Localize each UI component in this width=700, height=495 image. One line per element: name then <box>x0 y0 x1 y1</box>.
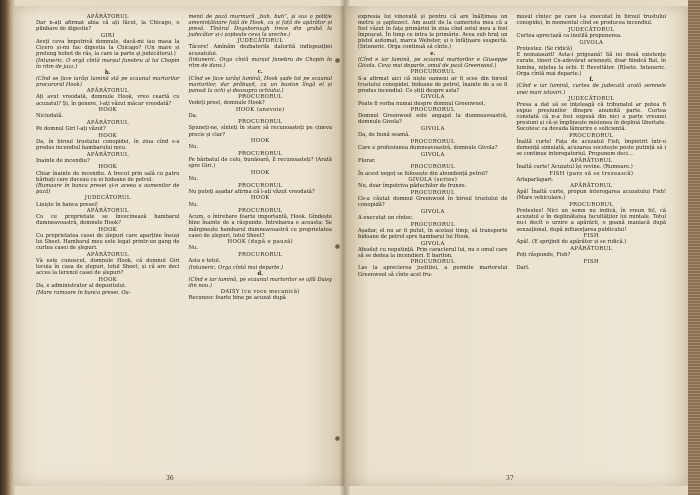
speaker-name: APĂRĂTORUL <box>570 183 613 190</box>
stage-direction: (Intuneric. Orga cîntă mai departe.) <box>188 264 284 271</box>
dialogue-line: Da, e administrator al depozitului. <box>36 283 127 290</box>
right-page-column-1 <box>358 14 508 278</box>
speaker-name: PROCURORUL <box>238 119 283 126</box>
stage-direction: (Mare rumoare în banca presei. Oa- <box>36 289 131 296</box>
speaker-name: FISH (pare să se trezească) <box>549 170 634 177</box>
dialogue-line: Protestez! Nici un semn nu indică, în vreun fel, că acuzatul e în deplinătatea facultăților lui mintale. Totul nu-i decît o urzire a apărării, o goană maniacă după senzațional, după influențarea publicului! <box>516 208 666 233</box>
dialogue-line: Care e profesiunea dumneavoastră, domnule Givola? <box>358 144 498 151</box>
dialogue-line: Asta e totul. <box>188 258 221 265</box>
dialogue-line: A executat un cîntec. <box>358 214 414 221</box>
dialogue-line: Presa a dat să se înțeleagă că tribunalul ar putea fi expus presiunilor dinspre anumită parte. Curtea constată că n-a fost expusă din nici o parte vreunei presiuni și că-și împlinește misiunea în deplină libertate. Socotesc ca dovada lămurire e suficientă. <box>516 101 666 133</box>
speaker-name: JUDECĂTORUL <box>84 195 131 202</box>
speaker-name: HOOK <box>98 132 118 139</box>
speaker-name: PROCURORUL <box>569 202 614 209</box>
dialogue-line: Da, de bună seamă. <box>358 132 410 139</box>
dialogue-line: Apă!. (E sprijinit de apărător și se ridică.) <box>516 239 627 246</box>
speaker-name: APĂRĂTORUL <box>86 252 129 259</box>
dialogue-line: Liniște în banca presei! <box>36 201 98 208</box>
speaker-name: JUDECĂTORUL <box>568 26 615 33</box>
book-page-edges <box>688 0 700 495</box>
speaker-name: JUDECĂTORUL <box>568 95 615 102</box>
dialogue-line: Spuneți-ne, sînteți în stare să recunoașteți pe cineva precis și clar? <box>188 125 332 138</box>
dialogue-line: Nu. <box>188 144 199 151</box>
right-page-column-2 <box>517 14 667 278</box>
dialogue-line: Vedeți prost, domnule Hook? <box>188 99 265 106</box>
stage-direction: (Cînd se face iarăși lumină, Hook șade tot pe scaunul martorilor, dar prăbușit, cu un baston lîngă el și pansat la ochi și deasupra ochiului.) <box>188 75 332 94</box>
speaker-name: PROCURORUL <box>238 151 283 158</box>
dialogue-line: Aveți ceva împotrivă domnule, dacă-mi iau masa la Cicero și-mi fac digestia la Chicago? (Un mare și prelung hohot de râs, la care ia parte și judecătorul.) <box>36 38 180 58</box>
dialogue-line: Tăcere! Amînăm dezbaterile datorită indispoziției acuzatului. <box>188 44 332 57</box>
speaker-name: HOOK (anevoie) <box>235 106 285 113</box>
speaker-name: HOOK <box>98 277 118 284</box>
dialogue-line: Ce-a căutat domnul Greenwool în biroul trustului de conopidă? <box>358 196 508 209</box>
left-page <box>14 6 344 486</box>
dialogue-line: E nemaiauzit! Asta-i prigoană! Să iei două existențe curate, tineri Cu-adevărat arienești, doar fiindcă Bat, în lumina, nițeluș la ochi. E Revoltător. (Rîsete. Intuneric. Orga cîntă mai departe.) <box>516 52 666 77</box>
speaker-name: GIVOLA <box>420 126 445 133</box>
dialogue-line: Recunosc foarte bine pe acuzat după <box>188 295 286 302</box>
dialogue-line: expresia lui vinovată și pentru că are înălțimea un metru și șaptezeci. Am auzit de la camerista mea că a fost văzut în fața primăriei în ziua cînd sotul meu a fost împușcat. În timp ce intra la primărie. Avea sub braț un pistol automat, marca Webster, și o înfățișare suspectă. (Intuneric. Orga continuă să cînte.) <box>358 14 508 51</box>
speaker-name: PROCURORUL <box>238 93 283 100</box>
dialogue-line: Protestez. (Se ridică) <box>516 45 573 52</box>
speaker-name: PROCURORUL <box>238 252 283 259</box>
speaker-name: HOOK <box>250 195 270 202</box>
dialogue-line: Domnul Greenwool este angajat la dumneavoastră, domnule Givola? <box>358 113 508 126</box>
dialogue-line: Poate fi vorba numai despre domnul Greenwool. <box>358 100 486 107</box>
dialogue-line: Niciodată. <box>36 113 64 120</box>
speaker-name: GIVOLA <box>420 151 445 158</box>
speaker-name: APĂRĂTORUL <box>86 119 129 126</box>
dialogue-line: Nu. <box>188 176 199 182</box>
left-page-column-1 <box>36 14 180 302</box>
speaker-name: PROCURORUL <box>238 182 283 189</box>
dialogue-line: Acum, o întrebare foarte importantă, Hook. Gîndește bine înainte de a răspunde. Întrebarea e aceasta: Se mărginește hambarul dumneavoastră cu proprietatea casei de șlepuri, lotul Sheet? <box>188 214 332 239</box>
speaker-name: GIVOLA <box>420 208 445 215</box>
page-number: 36 <box>166 475 174 482</box>
dialogue-line: Chiar înainte de incendiu. A trecut prin sală cu patru bărbați care duceau cu ei bidoane de petrol. <box>36 170 180 183</box>
dialogue-line: În acest negoț se folosește din abundență petrol? <box>358 170 488 177</box>
speaker-name: HOOK (după o pauză) <box>227 239 294 246</box>
stage-direction: (Cînd e iar lumină, curtea de judecată arată semnele unei mari istoviri.) <box>516 83 666 96</box>
dialogue-line: Așadar, el nu ar fi putut, în același timp, să transporte bidoane de petrol spre hambarul lui Hook. <box>358 227 508 240</box>
speaker-name: GIVOLA <box>420 94 445 101</box>
stage-direction: (Cînd se face iarăși lumină stă pe scaunul martorilor procurorul Hook) <box>36 76 180 89</box>
speaker-name: HOOK <box>250 138 270 145</box>
speaker-name: PROCURORUL <box>238 208 283 215</box>
speaker-name: GIVOLA <box>579 39 604 46</box>
speaker-name: APĂRĂTORUL <box>570 157 613 164</box>
scene-letter: c. <box>257 69 263 76</box>
scene-letter: b. <box>105 70 111 77</box>
speaker-name: PROCURORUL <box>410 138 455 145</box>
speaker-name: HOOK <box>98 227 118 234</box>
speaker-name: FISH <box>583 233 599 240</box>
dialogue-line: Ați avut vreodată, domnule Hook, vreo ceartă cu acuzatul? Și, în genere, l-ați văzut măcar vreodată? <box>36 94 180 107</box>
scene-letter: f. <box>589 77 594 84</box>
dialogue-line: Apă! Înaltă curte, propun interogarea acuzatului Fish! (Mare vehiculare.) <box>516 189 666 202</box>
stage-direction: (Rumoare în banca presei și-n aceea a oamenilor de pază) <box>36 183 180 196</box>
right-page <box>346 6 688 486</box>
speaker-name: APĂRĂTORUL <box>86 208 129 215</box>
speaker-name: APĂRĂTORUL <box>86 88 129 95</box>
dialogue-line: Curtea apreciază ca inutilă propunerea. <box>516 32 622 39</box>
dialogue-line: Absolut cu neputință. Prin caracterul lui, nu e omul care să se dedea la incendieri. E bariton. <box>358 246 508 259</box>
speaker-name: GIVOLA (serios) <box>408 177 458 184</box>
dialogue-line: Înaltă curte! Acuzatul își revine. (Rumoare.) <box>516 163 633 170</box>
dialogue-line: mosul cîntec pe care l-a executat în biroul trustului conopidei, în momentul cînd se producea incendiul. <box>516 14 666 27</box>
dialogue-line: Darl. <box>516 264 530 271</box>
speaker-name: PROCURORUL <box>569 132 614 139</box>
speaker-name: PROCURORUL <box>410 107 455 114</box>
dialogue-line: Las la aprecierea justiției, a permite martorului Greenwool să cînte acel fru- <box>358 265 508 278</box>
stage-direction: (Cînd e iar lumină, pe scaunul martorilor e Giuseppe Givola. Ceva mai departe, omul de pază Greenwool.) <box>358 57 508 70</box>
dialogue-line: Nu. <box>188 201 199 208</box>
dialogue-line: Nu, doar împotriva păduchilor de frunze. <box>358 183 467 190</box>
dialogue-line: Da. <box>188 112 198 119</box>
dialogue-line: Pe bărbatul de colo, bunăoară, îl recunoașteți? (Arată spre Giri.) <box>188 157 332 170</box>
speaker-name: APĂRĂTORUL <box>86 14 129 20</box>
speaker-name: PROCURORUL <box>410 164 455 171</box>
speaker-name: APĂRĂTORUL <box>570 246 613 252</box>
dialogue-line: Vă este cunoscut, domnule Hook, că domnul Giri locuia în casa de șlepuri, lotul Sheet, și că are deci acces la terenul casei de șlepuri? <box>36 258 180 277</box>
speaker-name: HOOK <box>98 107 118 114</box>
dialogue-line: Înaltă curte! Fața de acuzatul Fish, împietrit într-o demență simulată, acuzarea socotește peste putință să i se continue interogatoriul. Propunem deci... <box>516 138 666 158</box>
dialogue-line: Florar. <box>358 157 376 164</box>
stage-direction: (Intuneric. O orgă cîntă marșul funebru al lui Chopin în ritm de jazz.) <box>36 57 180 70</box>
speaker-name: GIRI <box>100 32 115 39</box>
page-number: 37 <box>506 475 514 482</box>
stage-direction: (Intuneric. Orga cîntă marșul funebru de Chopin în ritm de dans.) <box>188 57 332 70</box>
stage-direction: menii de pază murmură „buh, buh”, și sus o poliție amenințătoare față de Hook, ca și față de apărător și presă. Tînărul Dogsborough trece din grabă la judecător și-i șoptește ceva la ureche.) <box>188 14 332 39</box>
left-page-column-2 <box>189 14 333 302</box>
speaker-name: PROCURORUL <box>410 69 455 76</box>
speaker-name: PROCURORUL <box>410 221 455 228</box>
dialogue-line: Arlaparlapari. <box>516 176 554 183</box>
dialogue-line: Da, în biroul trustului conopidei, în ziua cînd s-a produs incendiul hambarului meu. <box>36 138 180 151</box>
dialogue-line: Cu ce proprietate se învecinează hambarul dumneavoastră, domnule Hook? <box>36 214 180 227</box>
dialogue-line: Nu. <box>188 245 199 252</box>
speaker-name: PROCURORUL <box>410 189 455 196</box>
dialogue-line: Inainte de incendiu? <box>36 157 90 164</box>
speaker-name: PROCURORUL <box>410 259 455 266</box>
scene-letter: d. <box>257 270 263 277</box>
stage-direction: (Cînd e iar lumină, pe scaunul martorilor se află Daisy din nou.) <box>188 277 332 290</box>
dialogue-line: S-a afirmat aici că niște oameni ar fi scos din biroul trustului conopidei, bidoane de petrol, înainte de a se fi produs incendiul. Ce știți despre asta? <box>358 75 508 94</box>
dialogue-line: Poți răspunde, Fish? <box>516 252 571 259</box>
dialogue-line: Cu proprietatea casei de șlepuri care aparține însuși lui Sheet. Hambarul meu este legat printr-un gang de curtea casei de șlepuri. <box>36 233 180 252</box>
speaker-name: GIVOLA <box>420 240 445 247</box>
speaker-name: APĂRĂTORUL <box>86 151 129 158</box>
dialogue-line: Pe domnul Giri l-ați văzut? <box>36 126 106 133</box>
speaker-name: DAISY (cu voce mecanică) <box>220 289 300 296</box>
speaker-name: JUDECĂTORUL <box>237 38 284 45</box>
speaker-name: FISH <box>583 258 599 265</box>
dialogue-line: Nu puteți așadar afirma că l-ați văzut vreodată? <box>188 188 315 195</box>
speaker-name: HOOK <box>250 169 270 176</box>
speaker-name: HOOK <box>98 164 118 171</box>
dialogue-line: Dar n-ați afirmat abia că ați făcut, la Chicago, o pilnbare de digestie? <box>36 20 180 33</box>
scene-letter: e. <box>430 51 436 58</box>
